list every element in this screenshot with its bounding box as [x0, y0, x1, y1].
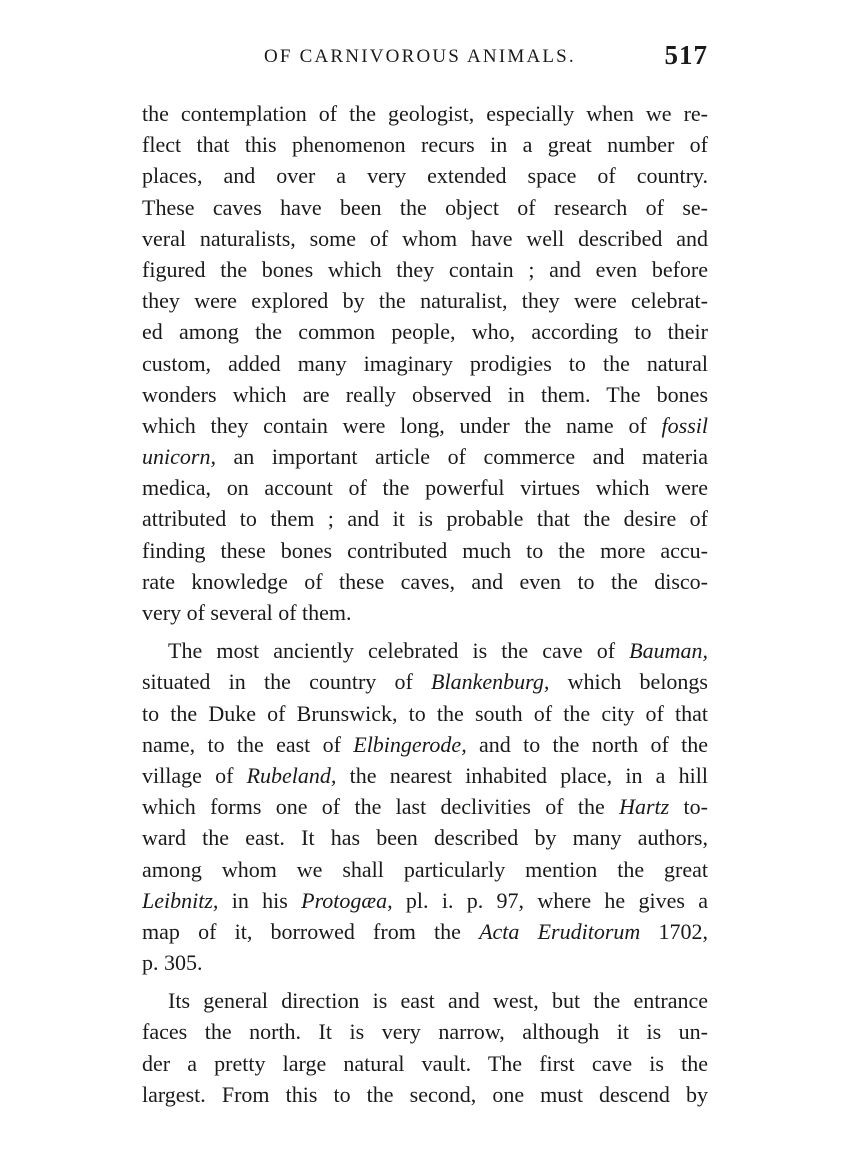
text-line: [142, 597, 708, 628]
text-run: p. 305.: [142, 950, 203, 976]
italic-text: Elbingerode,: [353, 731, 467, 757]
text-line: [142, 192, 708, 223]
text-run: in his: [218, 887, 302, 913]
text-line: [142, 698, 708, 729]
text-line: [142, 916, 708, 947]
text-line: [142, 666, 708, 697]
text-run: custom, added many imaginary prodigies to the natural: [142, 350, 708, 376]
text-run: flect that this phenomenon recurs in a great number of: [142, 132, 708, 158]
page-number: 517: [664, 40, 708, 70]
text-run: pl. i. p. 97, where he gives a: [392, 887, 708, 913]
running-title: OF CARNIVOROUS ANIMALS.: [264, 46, 576, 67]
text-run: to the Duke of Brunswick, to the south of the city of that: [142, 700, 708, 726]
text-run: medica, on account of the powerful virtues which were: [142, 475, 708, 501]
text-run: they were explored by the naturalist, they were celebrat-: [142, 288, 708, 314]
text-run: among whom we shall particularly mention the great: [142, 856, 708, 882]
running-head: [142, 40, 708, 80]
text-run: places, and over a very extended space of country.: [142, 163, 708, 189]
italic-text: Acta Eruditorum: [479, 918, 641, 944]
italic-text: Rubeland,: [246, 762, 337, 788]
text-run: figured the bones which they contain ; and even before: [142, 256, 708, 282]
text-line: [142, 947, 708, 978]
paragraph: [142, 985, 708, 1110]
text-run: which forms one of the last declivities of the: [142, 794, 620, 820]
text-run: These caves have been the object of research of se-: [142, 194, 708, 220]
text-line: [142, 441, 708, 472]
text-run: veral naturalists, some of whom have well described and: [142, 225, 708, 251]
italic-text: Blankenburg,: [431, 669, 550, 695]
text-run: The most anciently celebrated is the cave of: [168, 638, 630, 664]
paragraph-gap: [142, 628, 708, 635]
text-run: der a pretty large natural vault. The first cave is the: [142, 1050, 708, 1076]
text-run: attributed to them ; and it is probable that the desire of: [142, 506, 708, 532]
text-line: [142, 316, 708, 347]
text-line: [142, 160, 708, 191]
text-run: 1702,: [640, 918, 708, 944]
text-line: [142, 854, 708, 885]
text-line: [142, 1048, 708, 1079]
text-line: [142, 223, 708, 254]
text-run: largest. From this to the second, one must descend by: [142, 1081, 708, 1107]
text-line: [142, 760, 708, 791]
text-line: [142, 635, 708, 666]
text-run: name, to the east of: [142, 731, 354, 757]
italic-text: Bauman,: [629, 638, 708, 664]
text-run: rate knowledge of these caves, and even to the disco-: [142, 568, 708, 594]
text-line: [142, 729, 708, 760]
paragraph-gap: [142, 978, 708, 985]
text-line: [142, 822, 708, 853]
text-line: [142, 98, 708, 129]
text-line: [142, 1016, 708, 1047]
paragraph: [142, 98, 708, 628]
text-line: [142, 129, 708, 160]
text-line: [142, 985, 708, 1016]
text-run: an important article of commerce and materia: [215, 444, 708, 470]
text-run: faces the north. It is very narrow, although it is un-: [142, 1019, 708, 1045]
text-line: [142, 885, 708, 916]
text-line: [142, 1079, 708, 1110]
text-run: map of it, borrowed from the: [142, 918, 480, 944]
text-run: Its general direction is east and west, but the entrance: [168, 988, 708, 1014]
text-line: [142, 348, 708, 379]
text-line: [142, 791, 708, 822]
italic-text: unicorn,: [142, 444, 216, 470]
text-run: the contemplation of the geologist, especially when we re-: [142, 101, 708, 126]
text-run: and to the north of the: [466, 731, 708, 757]
italic-text: Protogæa,: [301, 887, 393, 913]
text-line: [142, 410, 708, 441]
text-run: to-: [669, 794, 708, 820]
text-run: ed among the common people, who, according to their: [142, 319, 708, 345]
italic-text: Leibnitz,: [142, 887, 219, 913]
text-run: finding these bones contributed much to the more accu-: [142, 537, 708, 563]
text-run: village of: [142, 762, 247, 788]
text-line: [142, 503, 708, 534]
text-line: [142, 472, 708, 503]
text-line: [142, 285, 708, 316]
text-run: situated in the country of: [142, 669, 432, 695]
text-run: which belongs: [549, 669, 708, 695]
italic-text: fossil: [661, 412, 708, 438]
text-line: [142, 566, 708, 597]
body-text: [142, 98, 708, 1110]
text-run: wonders which are really observed in them. The bones: [142, 381, 708, 407]
text-run: ward the east. It has been described by many authors,: [142, 825, 708, 851]
paragraph: [142, 635, 708, 978]
italic-text: Hartz: [619, 794, 670, 820]
text-run: which they contain were long, under the name of: [142, 412, 662, 438]
text-line: [142, 254, 708, 285]
text-line: [142, 379, 708, 410]
text-run: very of several of them.: [142, 600, 352, 625]
text-run: the nearest inhabited place, in a hill: [336, 762, 708, 788]
text-line: [142, 535, 708, 566]
